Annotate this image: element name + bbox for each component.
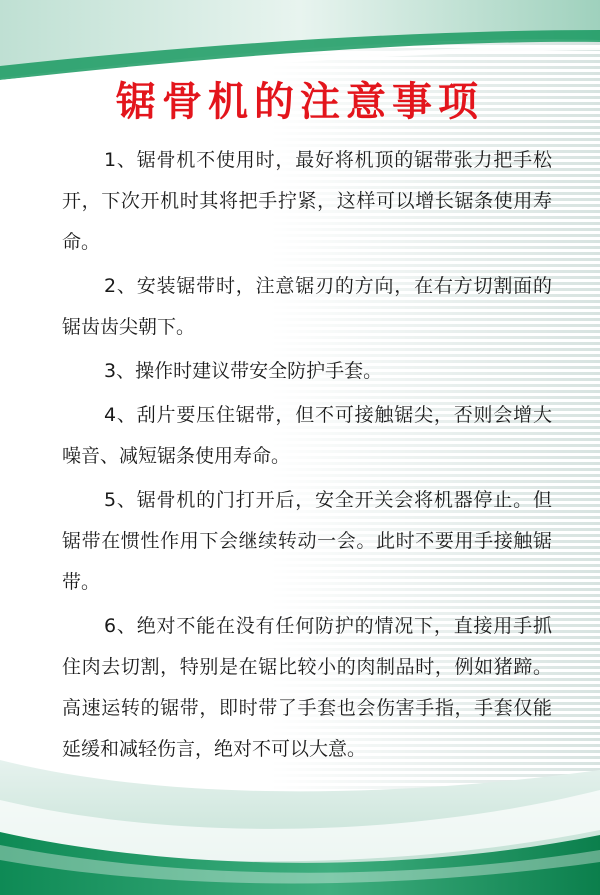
- notice-item-1: 1、锯骨机不使用时，最好将机顶的锯带张力把手松开，下次开机时其将把手拧紧，这样可以增长锯条使用寿命。: [62, 149, 552, 253]
- notice-list: [62, 140, 552, 773]
- notice-item-6: 6、绝对不能在没有任何防护的情况下，直接用手抓住肉去切割，特别是在锯比较小的肉制品时，例如猪蹄。高速运转的锯带，即时带了手套也会伤害手指，手套仅能延缓和减轻伤言，绝对不可以大意。: [62, 615, 552, 760]
- poster-title: 锯骨机的注意事项: [116, 79, 484, 125]
- notice-item-3: 3、操作时建议带安全防护手套。: [104, 360, 383, 382]
- notice-item-5: 5、锯骨机的门打开后，安全开关会将机器停止。但锯带在惯性作用下会继续转动一会。此时不要用手接触锯带。: [62, 489, 552, 593]
- notice-item-2: 2、安装锯带时，注意锯刃的方向，在右方切割面的锯齿齿尖朝下。: [62, 275, 552, 338]
- notice-item-4: 4、刮片要压住锯带，但不可接触锯尖，否则会增大噪音、减短锯条使用寿命。: [62, 404, 552, 467]
